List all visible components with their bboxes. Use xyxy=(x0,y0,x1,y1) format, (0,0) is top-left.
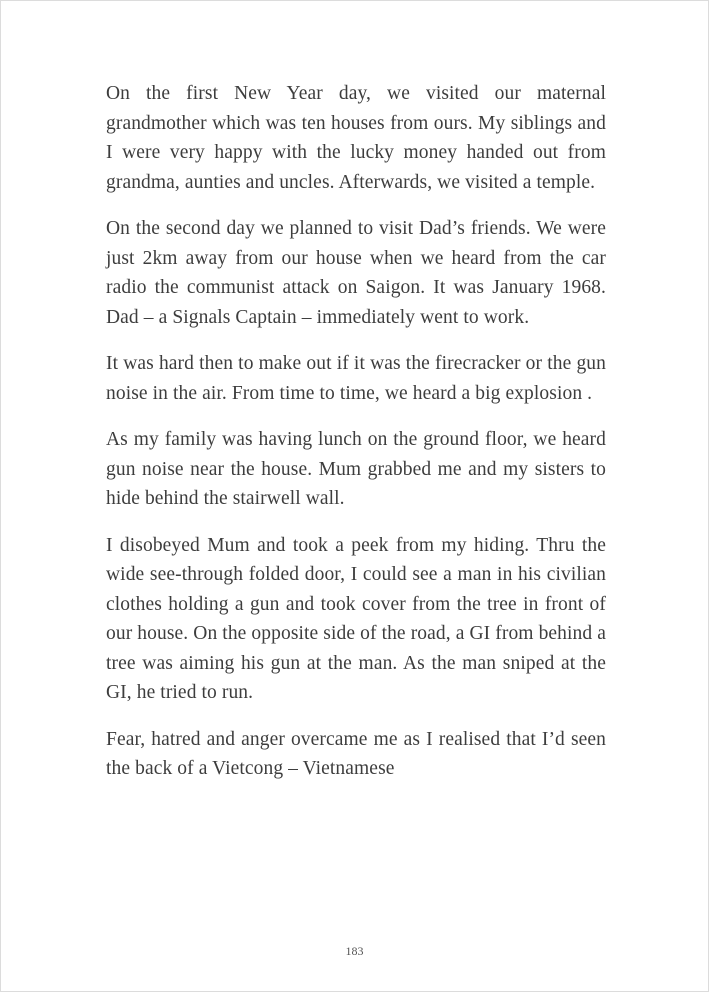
page-content xyxy=(106,79,606,784)
paragraph: On the second day we planned to visit Dad’s friends. We were just 2km away from our house when we heard from the car radio the communist attack on Saigon. It was January 1968. Dad – a Signals Captain – immediately went to work. xyxy=(106,218,606,328)
page-number: 183 xyxy=(345,944,364,958)
paragraph: Fear, hatred and anger overcame me as I realised that I’d seen the back of a Vietcong – Vietnamese xyxy=(106,728,606,779)
paragraph: On the first New Year day, we visited our maternal grandmother which was ten houses from ours. My siblings and I were very happy with the lucky money handed out from grandma, aunties and uncles. Afterwards, we visited a temple. xyxy=(106,83,606,193)
paragraph: As my family was having lunch on the ground floor, we heard gun noise near the house. Mum grabbed me and my sisters to hide behind the stairwell wall. xyxy=(106,429,606,509)
paragraph: I disobeyed Mum and took a peek from my hiding. Thru the wide see-through folded door, I could see a man in his civilian clothes holding a gun and took cover from the tree in front of our house. On the opposite side of the road, a GI from behind a tree was aiming his gun at the man. As the man sniped at the GI, he tried to run. xyxy=(106,534,606,703)
paragraph: It was hard then to make out if it was the firecracker or the gun noise in the air. From time to time, we heard a big explosion . xyxy=(106,353,606,404)
